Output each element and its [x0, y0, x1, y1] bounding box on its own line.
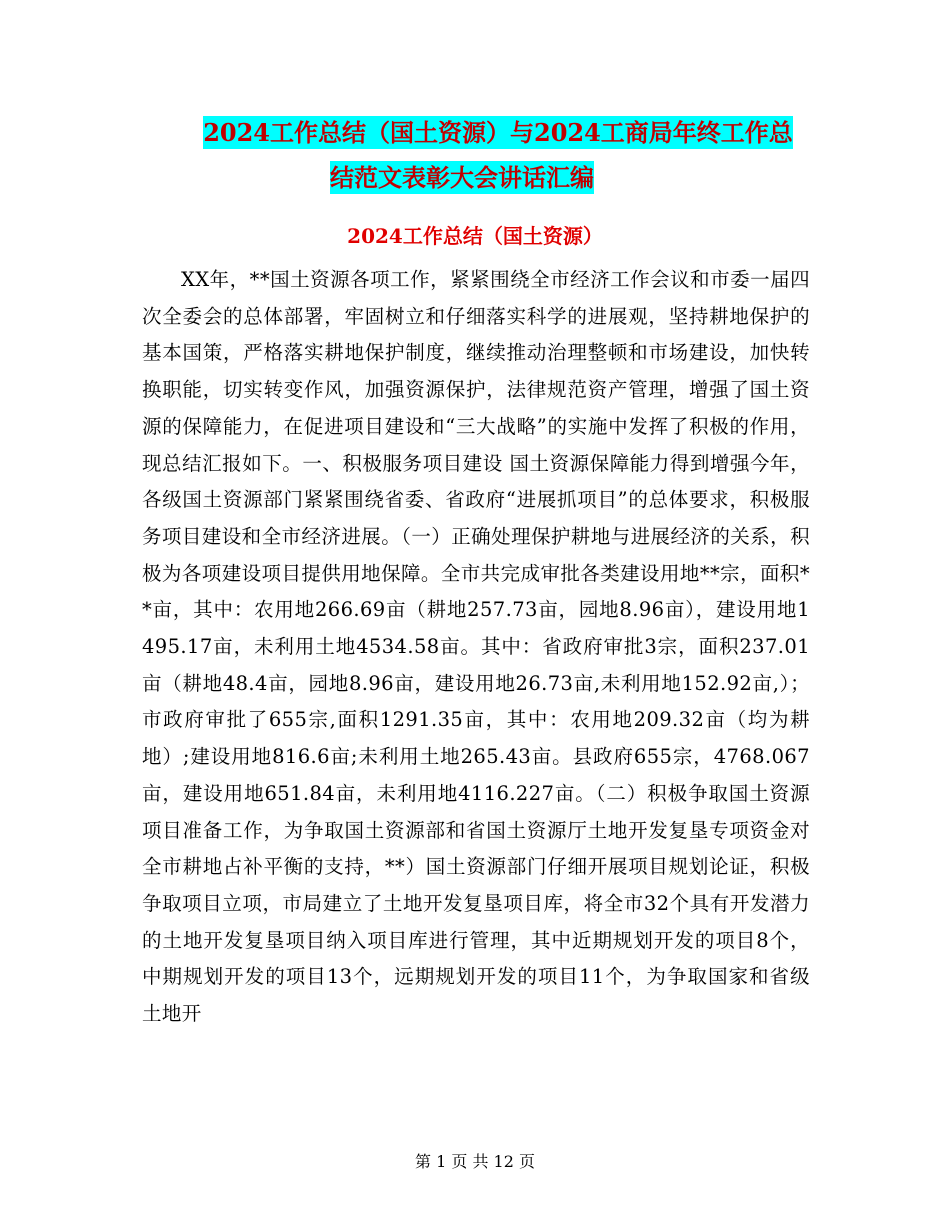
body-paragraph: XX年，**国土资源各项工作，紧紧围绕全市经济工作会议和市委一届四次全委会的总体部署，牢固树立和仔细落实科学的进展观，坚持耕地保护的基本国策，严格落实耕地保护制度，继续推动治理整顿和市场建设，加快转换职能，切实转变作风，加强资源保护，法律规范资产管理，增强了国土资源的保障能力，在促进项目建设和“三大战略”的实施中发挥了积极的作用，现总结汇报如下。一、积极服务项目建设 国土资源保障能力得到增强今年，各级国土资源部门紧紧围绕省委、省政府“进展抓项目”的总体要求，积极服务项目建设和全市经济进展。（一）正确处理保护耕地与进展经济的关系，积极为各项建设项目提供用地保障。全市共完成审批各类建设用地**宗，面积**亩，其中：农用地266.69亩（耕地257.73亩，园地8.96亩），建设用地1495.17亩，未利用土地4534.58亩。其中：省政府审批3宗，面积237.01亩（耕地48.4亩，园地8.96亩，建设用地26.73亩,未利用地152.92亩,）；市政府审批了655宗,面积1291.35亩，其中：农用地209.32亩（均为耕地）;建设用地816.6亩;未利用土地265.43亩。县政府655宗，4768.067亩，建设用地651.84亩，未利用地4116.227亩。（二）积极争取国土资源项目准备工作，为争取国土资源部和省国土资源厅土地开发复垦专项资金对全市耕地占补平衡的支持，**）国土资源部门仔细开展项目规划论证，积极争取项目立项，市局建立了土地开发复垦项目库，将全市32个具有开发潜力的土地开发复垦项目纳入项目库进行管理，其中近期规划开发的项目8个，中期规划开发的项目13个，远期规划开发的项目11个，为争取国家和省级土地开: [142, 268, 810, 1026]
document-title-line2: 结范文表彰大会讲话汇编: [330, 163, 594, 192]
document-title-line1: 2024工作总结（国土资源）与2024工商局年终工作总: [203, 118, 793, 147]
document-title: [0, 110, 950, 200]
page-number-footer: 第 1 页 共 12 页: [415, 1152, 535, 1171]
section-title: 2024工作总结（国土资源）: [347, 224, 603, 248]
